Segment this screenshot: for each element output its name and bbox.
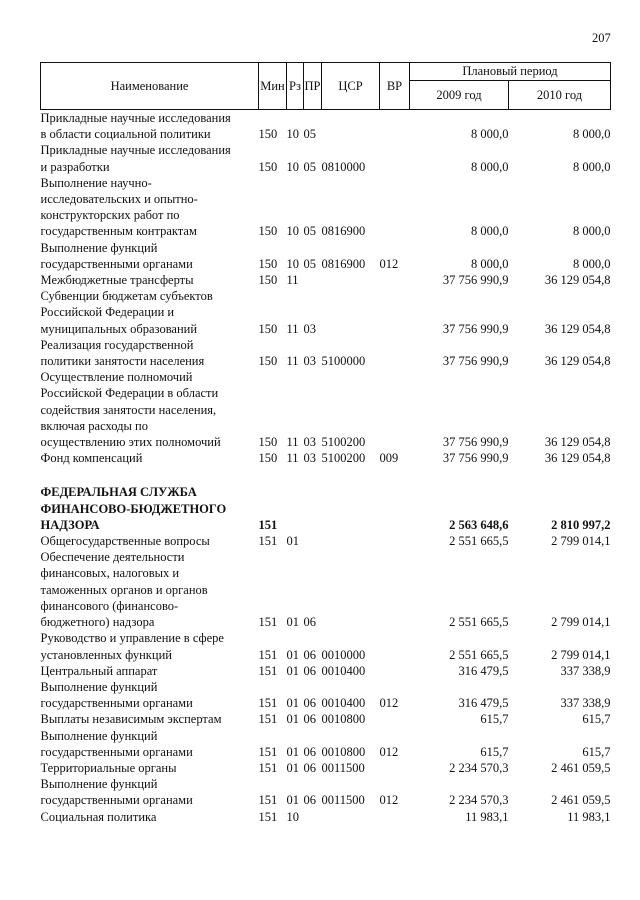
rz-code: 11 xyxy=(286,321,299,336)
header-pr: ПР xyxy=(304,63,322,110)
budget-table xyxy=(40,62,611,825)
min-code: 150 xyxy=(258,159,278,174)
min-code: 150 xyxy=(258,321,278,336)
table-row xyxy=(41,110,611,143)
amount-2010: 2 810 997,2 xyxy=(551,517,611,532)
rz-code: 10 xyxy=(286,809,299,824)
vr-code xyxy=(380,369,410,450)
amount-2009: 37 756 990,9 xyxy=(442,273,509,288)
table-row xyxy=(41,679,611,711)
pr-code: 06 xyxy=(303,663,316,678)
item-name-line: таможенных органов и органов xyxy=(40,582,208,597)
table-row xyxy=(41,337,611,369)
table-row xyxy=(41,142,611,174)
amount-2010: 2 799 014,1 xyxy=(551,647,611,662)
amount-2009: 2 551 665,5 xyxy=(449,615,509,630)
amount-2009: 37 756 990,9 xyxy=(442,354,509,369)
csr-code: 0010800 xyxy=(321,712,366,727)
item-name-line: государственными органами xyxy=(40,256,193,271)
rz-code: 10 xyxy=(286,127,299,142)
item-name-line: государственными органами xyxy=(40,744,193,759)
rz-code: 01 xyxy=(286,760,299,775)
rz-code: 11 xyxy=(286,451,299,466)
vr-code xyxy=(380,549,410,630)
amount-2009: 615,7 xyxy=(480,744,509,759)
amount-2009: 37 756 990,9 xyxy=(442,321,509,336)
amount-2009: 2 551 665,5 xyxy=(449,647,509,662)
amount-2009: 37 756 990,9 xyxy=(442,435,509,450)
item-name-line: ФИНАНСОВО-БЮДЖЕТНОГО xyxy=(40,501,227,516)
rz-code: 11 xyxy=(286,273,299,288)
table-row xyxy=(41,776,611,808)
amount-2009: 11 983,1 xyxy=(465,809,509,824)
amount-2010: 2 461 059,5 xyxy=(551,793,611,808)
csr-code xyxy=(322,549,380,630)
table-row xyxy=(41,760,611,776)
vr-code: 012 xyxy=(379,744,399,759)
table-header xyxy=(41,63,611,110)
vr-code xyxy=(380,533,410,549)
csr-code xyxy=(322,272,380,288)
item-name-line: Территориальные органы xyxy=(40,760,177,775)
table-row xyxy=(41,272,611,288)
item-name-line: Российской Федерации в области xyxy=(40,386,219,401)
rz-code: 11 xyxy=(286,435,299,450)
min-code: 151 xyxy=(258,793,278,808)
csr-code xyxy=(322,809,380,825)
rz-code: 01 xyxy=(286,793,299,808)
min-code: 150 xyxy=(258,273,278,288)
rz-code xyxy=(287,484,304,533)
rz-code: 01 xyxy=(286,744,299,759)
table-row xyxy=(41,175,611,240)
min-code: 150 xyxy=(258,224,278,239)
pr-code: 06 xyxy=(303,615,316,630)
item-name-line: Осуществление полномочий xyxy=(40,370,193,385)
item-name-line: включая расходы по xyxy=(40,418,148,433)
pr-code: 06 xyxy=(303,647,316,662)
item-name xyxy=(41,272,259,288)
amount-2009: 2 551 665,5 xyxy=(449,534,509,549)
pr-code: 06 xyxy=(303,712,316,727)
item-name-line: конструкторских работ по xyxy=(40,208,180,223)
item-name-line: Выполнение функций xyxy=(40,728,158,743)
item-name-line: Общегосударственные вопросы xyxy=(40,534,210,549)
amount-2010: 36 129 054,8 xyxy=(544,435,611,450)
rz-code: 01 xyxy=(286,663,299,678)
item-name-line: Выполнение функций xyxy=(40,679,158,694)
item-name xyxy=(41,288,259,337)
csr-code: 0810000 xyxy=(321,159,366,174)
item-name-line: НАДЗОРА xyxy=(40,517,100,532)
vr-code xyxy=(380,760,410,776)
rz-code: 10 xyxy=(286,256,299,271)
header-year-2010: 2010 год xyxy=(509,81,611,110)
csr-code: 5100000 xyxy=(321,354,366,369)
csr-code xyxy=(322,533,380,549)
item-name xyxy=(41,776,259,808)
table-body xyxy=(41,110,611,825)
table-row xyxy=(41,288,611,337)
pr-code: 03 xyxy=(303,354,316,369)
amount-2010: 615,7 xyxy=(582,712,611,727)
item-name-line: государственным контрактам xyxy=(40,224,197,239)
amount-2010: 337 338,9 xyxy=(560,696,611,711)
csr-code: 0010400 xyxy=(321,696,366,711)
min-code: 151 xyxy=(258,760,278,775)
amount-2009: 615,7 xyxy=(480,712,509,727)
amount-2010: 8 000,0 xyxy=(573,224,611,239)
item-name-line: исследовательских и опытно- xyxy=(40,192,198,207)
pr-code: 03 xyxy=(303,435,316,450)
min-code: 151 xyxy=(258,534,278,549)
item-name-line: и разработки xyxy=(40,159,110,174)
pr-code: 06 xyxy=(303,744,316,759)
item-name-line: Руководство и управление в сфере xyxy=(40,631,224,646)
item-name xyxy=(41,110,259,143)
csr-code: 0011500 xyxy=(321,760,365,775)
amount-2010: 337 338,9 xyxy=(560,663,611,678)
amount-2009: 8 000,0 xyxy=(471,224,509,239)
pr-code xyxy=(304,809,322,825)
item-name-line: Межбюджетные трансферты xyxy=(40,273,194,288)
item-name-line: Выполнение научно- xyxy=(40,175,152,190)
min-code: 151 xyxy=(258,615,278,630)
item-name-line: Социальная политика xyxy=(40,809,157,824)
item-name-line: Обеспечение деятельности xyxy=(40,550,185,565)
amount-2010: 36 129 054,8 xyxy=(544,321,611,336)
min-code: 150 xyxy=(258,127,278,142)
amount-2010: 11 983,1 xyxy=(567,809,611,824)
vr-code: 012 xyxy=(379,793,399,808)
vr-code xyxy=(380,110,410,143)
item-name xyxy=(41,728,259,760)
vr-code xyxy=(380,663,410,679)
header-rz: Рз xyxy=(287,63,304,110)
item-name xyxy=(41,760,259,776)
item-name-line: содействия занятости населения, xyxy=(40,402,217,417)
item-name-line: Центральный аппарат xyxy=(40,663,158,678)
amount-2010: 36 129 054,8 xyxy=(544,354,611,369)
item-name-line: осуществлению этих полномочий xyxy=(40,435,221,450)
item-name xyxy=(41,630,259,662)
item-name-line: государственными органами xyxy=(40,793,193,808)
vr-code xyxy=(380,272,410,288)
item-name xyxy=(41,533,259,549)
csr-code: 0816900 xyxy=(321,224,366,239)
amount-2009: 8 000,0 xyxy=(471,127,509,142)
amount-2009: 8 000,0 xyxy=(471,256,509,271)
min-code: 150 xyxy=(258,354,278,369)
pr-code: 05 xyxy=(303,224,316,239)
item-name xyxy=(41,337,259,369)
min-code: 150 xyxy=(258,435,278,450)
pr-code: 03 xyxy=(303,451,316,466)
header-name: Наименование xyxy=(41,63,259,110)
item-name xyxy=(41,809,259,825)
item-name-line: финансовых, налоговых и xyxy=(40,566,180,581)
header-csr: ЦСР xyxy=(322,63,380,110)
min-code: 151 xyxy=(258,712,278,727)
item-name-line: бюджетного) надзора xyxy=(40,615,155,630)
vr-code xyxy=(380,809,410,825)
amount-2010: 36 129 054,8 xyxy=(544,273,611,288)
header-vr: ВР xyxy=(380,63,410,110)
pr-code: 05 xyxy=(303,159,316,174)
amount-2009: 8 000,0 xyxy=(471,159,509,174)
amount-2009: 2 234 570,3 xyxy=(449,793,509,808)
item-name xyxy=(41,663,259,679)
spacer-cell xyxy=(41,466,611,484)
item-name-line: ФЕДЕРАЛЬНАЯ СЛУЖБА xyxy=(40,485,197,500)
amount-2009: 2 234 570,3 xyxy=(449,760,509,775)
vr-code xyxy=(380,711,410,727)
pr-code: 05 xyxy=(303,127,316,142)
csr-code: 0011500 xyxy=(321,793,365,808)
item-name-line: Российской Федерации и xyxy=(40,305,175,320)
min-code: 151 xyxy=(258,809,278,824)
vr-code xyxy=(380,337,410,369)
item-name xyxy=(41,450,259,466)
amount-2010: 2 799 014,1 xyxy=(551,615,611,630)
csr-code: 0010800 xyxy=(321,744,366,759)
item-name xyxy=(41,369,259,450)
header-planned-period: Плановый период xyxy=(410,63,611,81)
rz-code: 01 xyxy=(286,712,299,727)
csr-code: 0010400 xyxy=(321,663,366,678)
pr-code xyxy=(304,484,322,533)
vr-code xyxy=(380,175,410,240)
csr-code: 5100200 xyxy=(321,451,366,466)
table-row xyxy=(41,450,611,466)
amount-2009: 37 756 990,9 xyxy=(442,451,509,466)
item-name-line: политики занятости населения xyxy=(40,354,205,369)
item-name-line: государственными органами xyxy=(40,696,193,711)
table-row xyxy=(41,484,611,533)
amount-2010: 2 461 059,5 xyxy=(551,760,611,775)
amount-2009: 316 479,5 xyxy=(458,696,509,711)
item-name-line: Фонд компенсаций xyxy=(40,451,143,466)
item-name-line: Прикладные научные исследования xyxy=(40,111,231,125)
table-row xyxy=(41,728,611,760)
table-row xyxy=(41,369,611,450)
amount-2010: 615,7 xyxy=(582,744,611,759)
header-min: Мин xyxy=(259,63,287,110)
item-name-line: финансового (финансово- xyxy=(40,598,179,613)
csr-code xyxy=(322,484,380,533)
pr-code xyxy=(304,272,322,288)
table-row xyxy=(41,663,611,679)
pr-code xyxy=(304,533,322,549)
spacer-row xyxy=(41,466,611,484)
amount-2010: 8 000,0 xyxy=(573,256,611,271)
item-name-line: Реализация государственной xyxy=(40,337,194,352)
min-code: 151 xyxy=(258,517,278,532)
vr-code: 012 xyxy=(379,256,399,271)
table-row xyxy=(41,809,611,825)
item-name xyxy=(41,484,259,533)
item-name-line: муниципальных образований xyxy=(40,321,198,336)
pr-code: 06 xyxy=(303,696,316,711)
pr-code: 03 xyxy=(303,321,316,336)
item-name xyxy=(41,711,259,727)
csr-code: 5100200 xyxy=(321,435,366,450)
item-name xyxy=(41,175,259,240)
csr-code: 0010000 xyxy=(321,647,366,662)
table-row xyxy=(41,630,611,662)
pr-code: 06 xyxy=(303,760,316,775)
item-name-line: Прикладные научные исследования xyxy=(40,143,231,158)
table-row xyxy=(41,240,611,272)
table-row xyxy=(41,549,611,630)
item-name-line: Выплаты независимым экспертам xyxy=(40,712,222,727)
amount-2010: 36 129 054,8 xyxy=(544,451,611,466)
item-name xyxy=(41,679,259,711)
vr-code xyxy=(380,630,410,662)
amount-2009: 2 563 648,6 xyxy=(449,517,509,532)
min-code: 151 xyxy=(258,647,278,662)
table-row xyxy=(41,533,611,549)
item-name-line: в области социальной политики xyxy=(40,127,211,142)
vr-code xyxy=(380,484,410,533)
vr-code xyxy=(380,142,410,174)
min-code: 150 xyxy=(258,451,278,466)
min-code: 151 xyxy=(258,696,278,711)
amount-2010: 2 799 014,1 xyxy=(551,534,611,549)
item-name-line: Выполнение функций xyxy=(40,240,158,255)
table-row xyxy=(41,711,611,727)
rz-code: 01 xyxy=(286,615,299,630)
rz-code: 01 xyxy=(286,534,299,549)
amount-2010: 8 000,0 xyxy=(573,127,611,142)
pr-code: 06 xyxy=(303,793,316,808)
vr-code xyxy=(380,288,410,337)
header-year-2009: 2009 год xyxy=(410,81,509,110)
rz-code: 10 xyxy=(286,159,299,174)
item-name xyxy=(41,240,259,272)
rz-code: 01 xyxy=(286,696,299,711)
pr-code: 05 xyxy=(303,256,316,271)
rz-code: 10 xyxy=(286,224,299,239)
page-number: 207 xyxy=(592,31,611,45)
item-name xyxy=(41,549,259,630)
amount-2010: 8 000,0 xyxy=(573,159,611,174)
csr-code xyxy=(322,110,380,143)
item-name xyxy=(41,142,259,174)
item-name-line: установленных функций xyxy=(40,647,172,662)
vr-code: 012 xyxy=(379,696,399,711)
csr-code: 0816900 xyxy=(321,256,366,271)
vr-code: 009 xyxy=(379,451,399,466)
rz-code: 01 xyxy=(286,647,299,662)
amount-2009: 316 479,5 xyxy=(458,663,509,678)
csr-code xyxy=(322,288,380,337)
rz-code: 11 xyxy=(286,354,299,369)
min-code: 151 xyxy=(258,663,278,678)
min-code: 150 xyxy=(258,256,278,271)
item-name-line: Субвенции бюджетам субъектов xyxy=(40,289,213,304)
item-name-line: Выполнение функций xyxy=(40,777,158,792)
min-code: 151 xyxy=(258,744,278,759)
